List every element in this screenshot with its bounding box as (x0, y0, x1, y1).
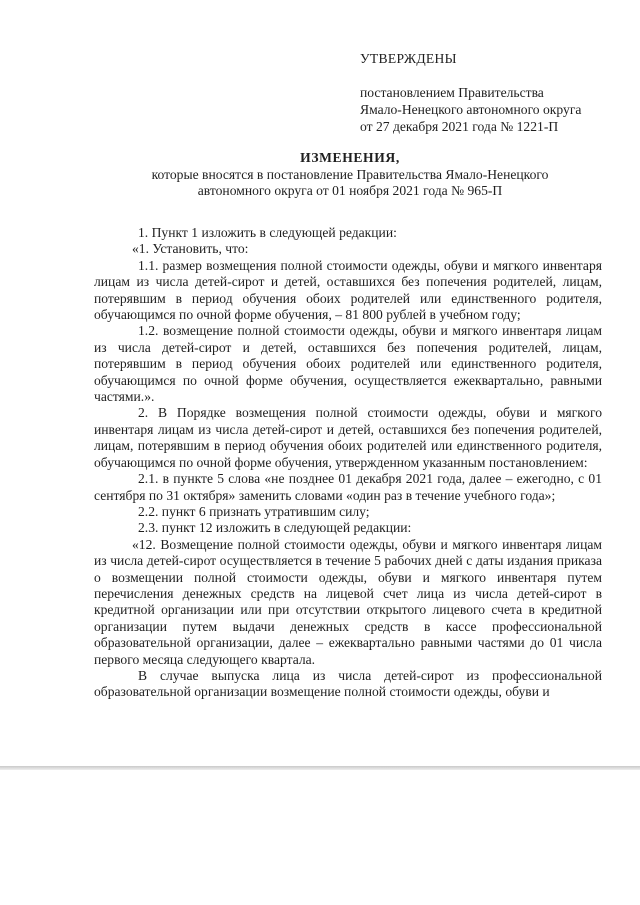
approval-block (360, 50, 581, 135)
title-heading: ИЗМЕНЕНИЯ, (300, 150, 400, 165)
approved-label: УТВЕРЖДЕНЫ (360, 51, 457, 66)
paragraph-6: 2.1. в пункте 5 слова «не позднее 01 декабря 2021 года, далее – ежегодно, с 01 сентября по 31 октября» заменить словами «один раз в течение учебного года»; (94, 471, 602, 503)
paragraph-5: 2. В Порядке возмещения полной стоимости одежды, обуви и мягкого инвентаря лицам из числа детей-сирот и детей, оставшихся без попечения родителей, лицам, потерявшим в период обучения обоих родителей или единственного родителя, обучающимся по очной форме обучения, утвержденном указанным постановлением: (94, 405, 602, 470)
paragraph-4: 1.2. возмещение полной стоимости одежды, обуви и мягкого инвентаря лицам из числа детей-сирот и детей, оставшихся без попечения родителей, лицам, потерявшим в период обучения обоих родителей или единственного родителя, обучающимся по очной форме обучения, осуществляется ежеквартально, равными частями.». (94, 323, 602, 405)
approval-line-2: Ямало-Ненецкого автономного округа (360, 102, 582, 117)
document-title (100, 150, 600, 199)
approval-line-1: постановлением Правительства (360, 85, 544, 100)
approval-line-3: от 27 декабря 2021 года № 1221-П (360, 119, 559, 134)
title-line-2: автономного округа от 01 ноября 2021 года № 965-П (197, 183, 503, 198)
paragraph-3: 1.1. размер возмещения полной стоимости одежды, обуви и мягкого инвентаря лицам из числа детей-сирот и детей, оставшихся без попечения родителей, лицам, потерявшим в период обучения обоих родителей или единственного родителя, обучающимся по очной форме обучения, – 81 800 рублей в учебном году; (94, 257, 602, 323)
paragraph-9: «12. Возмещение полной стоимости одежды, обуви и мягкого инвентаря лицам из числа детей-сирот осуществляется в течение 5 рабочих дней с даты издания приказа о возмещении полной стоимости одежды, обуви и мягкого инвентаря путем перечисления денежных средств на лицевой счет лица из числа детей-сирот в кредитной организации или при отсутствии открытого лицевого счета в кредитной организации путем выдачи денежных средств в кассе профессиональной образовательной организации, далее – ежеквартально равными частями до 01 числа первого месяца следующего квартала. (94, 536, 602, 667)
document-body (94, 225, 602, 701)
paragraph-2: «1. Установить, что: (132, 241, 249, 257)
paragraph-10: В случае выпуска лица из числа детей-сирот из профессиональной образовательной организации возмещение полной стоимости одежды, обуви и (94, 667, 602, 700)
title-line-1: которые вносятся в постановление Правительства Ямало-Ненецкого (151, 167, 549, 182)
page-edge-shadow (0, 766, 640, 770)
paragraph-7: 2.2. пункт 6 признать утратившим силу; (138, 503, 370, 519)
paragraph-8: 2.3. пункт 12 изложить в следующей редакции: (138, 520, 412, 536)
paragraph-1: 1. Пункт 1 изложить в следующей редакции: (138, 225, 397, 240)
